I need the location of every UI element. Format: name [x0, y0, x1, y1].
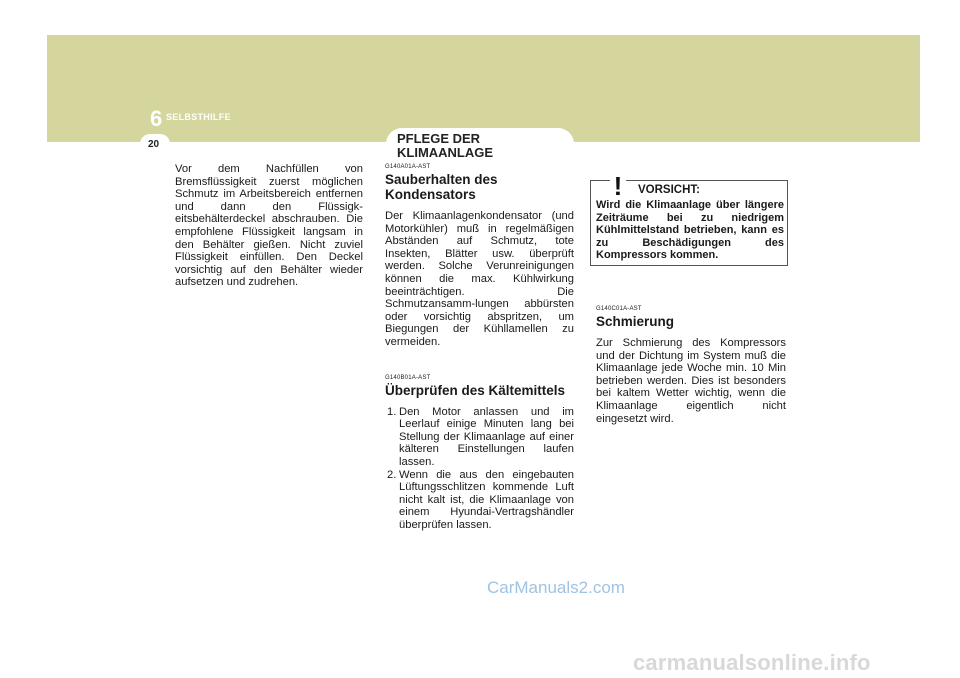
column-left — [175, 163, 363, 289]
refrigerant-heading: Überprüfen des Kältemittels — [385, 382, 566, 398]
list-item — [385, 469, 574, 532]
warning-title: VORSICHT: — [638, 184, 700, 196]
watermark-carmanualsonline[interactable]: carmanualsonline.info — [633, 650, 871, 675]
lubrication-section — [596, 306, 786, 425]
step-number: 2. — [387, 468, 397, 481]
chapter-number: 6 — [150, 106, 163, 131]
chapter-name: SELBSTHILFE — [166, 112, 231, 122]
header-band — [47, 35, 920, 142]
condenser-heading: Sauberhalten des Kondensators — [385, 172, 498, 202]
lubrication-code: G140C01A-AST — [596, 306, 642, 312]
step-number: 1. — [387, 405, 397, 418]
step-text: Den Motor anlassen und im Leerlauf einige Minuten lang bei Stellung der Klimaanlage auf einer kälteren Einstellungen laufen lassen. — [399, 405, 574, 468]
list-item — [385, 406, 574, 469]
warning-triangle-icon — [598, 166, 638, 200]
watermark-carmanuals2[interactable]: CarManuals2.com — [487, 578, 625, 597]
svg-text:!: ! — [613, 171, 623, 200]
lubrication-heading: Schmierung — [596, 314, 675, 329]
condenser-paragraph: Der Klimaanlagenkondensator (und Motorkühler) muß in regelmäßigen Abständen auf Schmutz, tote Insekten, Blätter usw. überprüft werden. Solche Verunreinigungen können die max. Kühlwirkung beeinträchtigen. Die Schmutzansamm-lungen abbürsten oder vorsichtig abspritzen, um Biegungen der Kühllamellen zu vermeiden. — [385, 210, 574, 348]
column-middle — [385, 164, 574, 531]
refrigerant-steps — [385, 406, 574, 532]
section-title: PFLEGE DER KLIMAANLAGE — [397, 131, 494, 160]
warning-text: Wird die Klimaanlage über längere Zeiträume bei zu niedrigem Kühlmittelstand betrieben, kann es zu Beschädigungen des Kompressors kommen. — [596, 199, 784, 262]
condenser-code: G140A01A-AST — [385, 164, 431, 170]
lubrication-paragraph: Zur Schmierung des Kompressors und der Dichtung im System muß die Klimaanlage jede Woche min. 10 Min betrieben werden. Dies ist besonders bei kaltem Wetter wichtig, wenn die Klimaanlage eigentlich nicht eingesetzt wird. — [596, 337, 786, 425]
refrigerant-code: G140B01A-AST — [385, 374, 431, 381]
step-text: Wenn die aus den eingebauten Lüftungsschlitzen kommende Luft nicht kalt ist, die Klimaanlage von einem Hyundai-Vertragshändler überprüfen lassen. — [399, 468, 574, 531]
page-number: 20 — [148, 139, 160, 150]
brake-fluid-paragraph: Vor dem Nachfüllen von Bremsflüssigkeit zuerst möglichen Schmutz im Arbeitsbereich entfernen und dann den Flüssigk-eitsbehälterdeckel abschrauben. Die empfohlene Flüssigkeit langsam in den Behälter gießen. Nicht zuviel Flüssigkeit einfüllen. Den Deckel vorsichtig auf den Behälter wieder aufsetzen und zudrehen. — [175, 163, 363, 289]
